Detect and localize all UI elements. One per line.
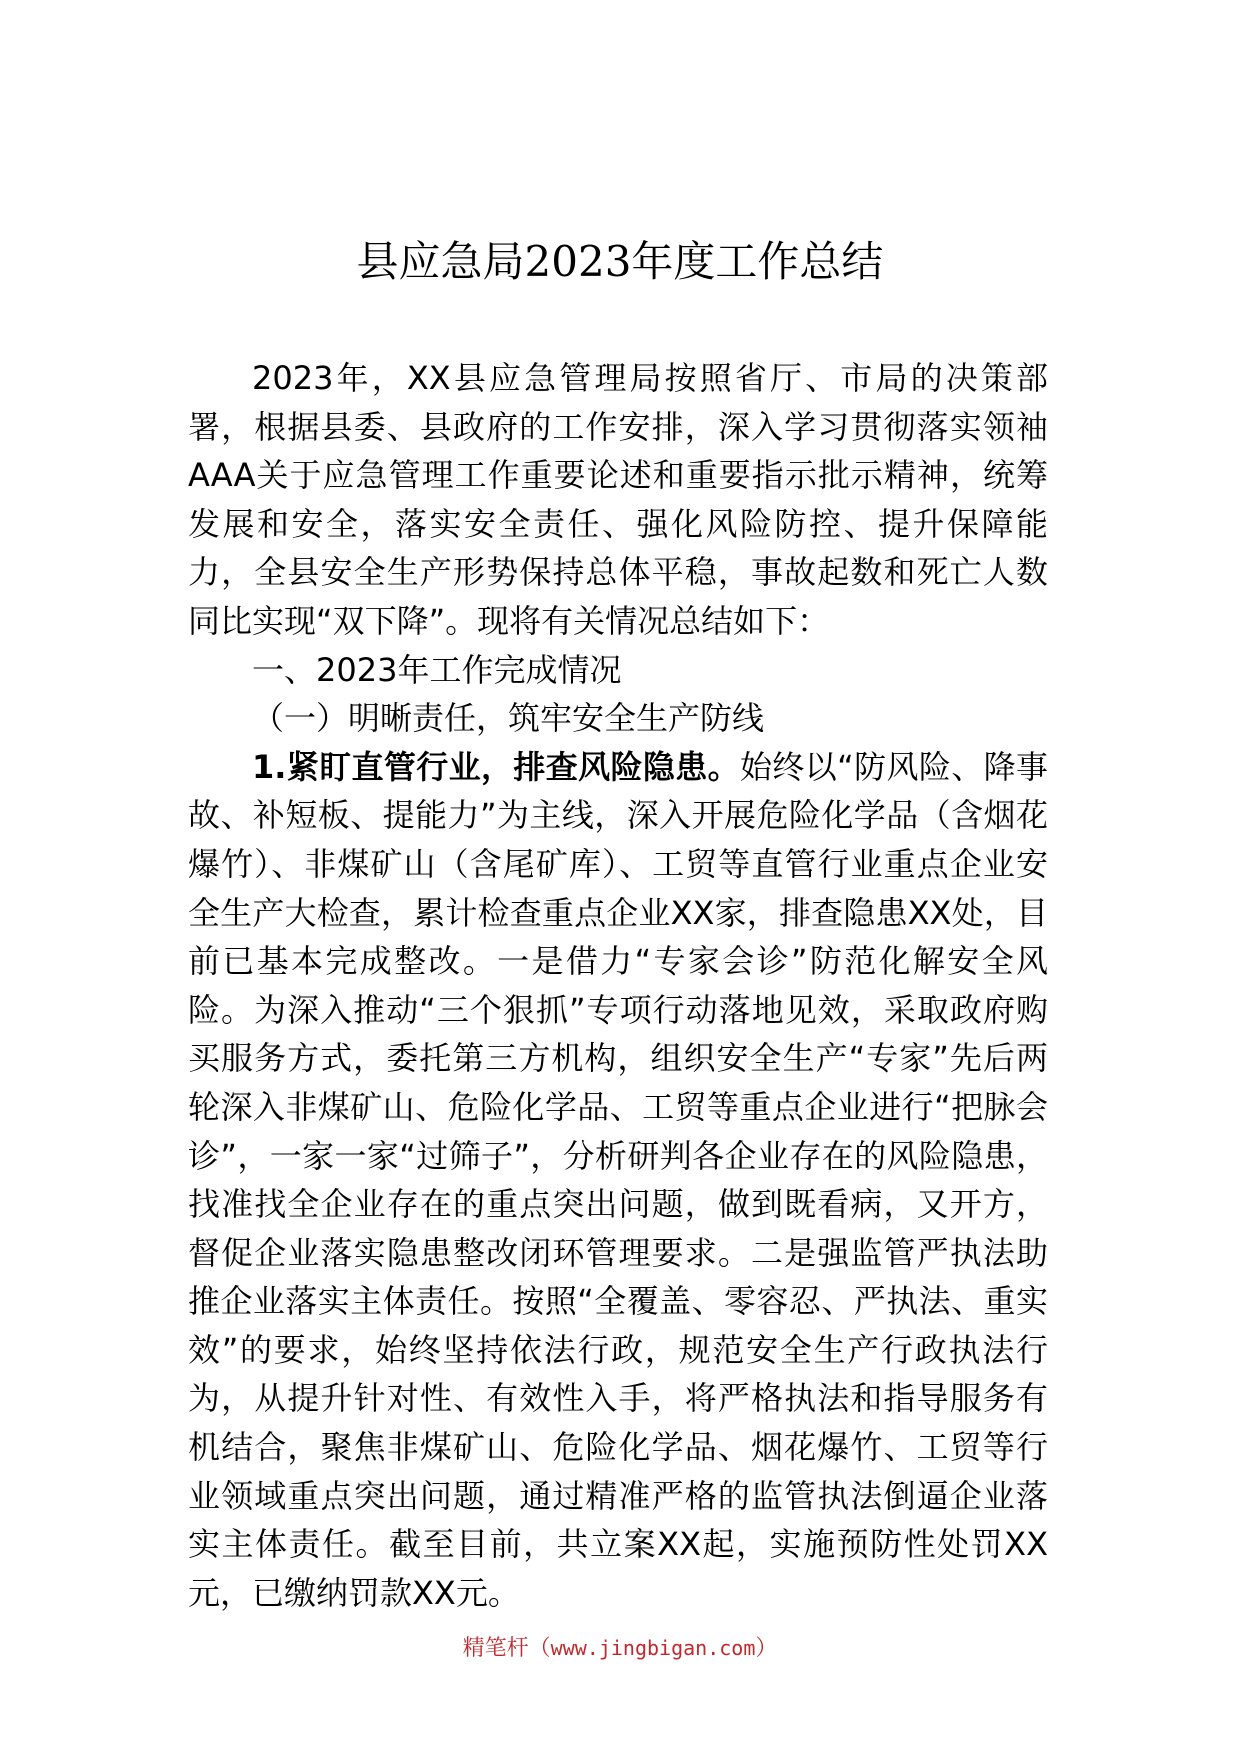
footer-url[interactable]: www.jingbigan.com (550, 1636, 756, 1660)
footer-watermark (0, 1633, 1240, 1664)
item-1-body: 始终以“防风险、降事故、补短板、提能力”为主线，深入开展危险化学品（含烟花爆竹）、非煤矿山（含尾矿库）、工贸等直管行业重点企业安全生产大检查，累计检查重点企业XX家，排查隐患XX处，目前已基本完成整改。一是借力“专家会诊”防范化解安全风险。为深入推动“三个狠抓”专项行动落地见效，采取政府购买服务方式，委托第三方机构，组织安全生产“专家”先后两轮深入非煤矿山、危险化学品、工贸等重点企业进行“把脉会诊”，一家一家“过筛子”，分析研判各企业存在的风险隐患，找准找全企业存在的重点突出问题，做到既看病，又开方，督促企业落实隐患整改闭环管理要求。二是强监管严执法助推企业落实主体责任。按照“全覆盖、零容忍、严执法、重实效”的要求，始终坚持依法行政，规范安全生产行政执法行为，从提升针对性、有效性入手，将严格执法和指导服务有机结合，聚焦非煤矿山、危险化学品、烟花爆竹、工贸等行业领域重点突出问题，通过精准严格的监管执法倒逼企业落实主体责任。截至目前，共立案XX起，实施预防性处罚XX元，已缴纳罚款XX元。 (188, 747, 1048, 1612)
footer-site-name: 精笔杆 (462, 1636, 529, 1661)
document-title: 县应急局2023年度工作总结 (356, 237, 884, 286)
intro-paragraph: 2023年，XX县应急管理局按照省厅、市局的决策部署，根据县委、县政府的工作安排，深入学习贯彻落实领袖AAA关于应急管理工作重要论述和重要指示批示精神，统筹发展和安全，落实安全责任、强化风险防控、提升保障能力，全县安全生产形势保持总体平稳，事故起数和死亡人数同比实现“双下降”。现将有关情况总结如下： (188, 359, 1048, 640)
section-heading-1: 一、2023年工作完成情况 (252, 650, 622, 689)
footer-close-paren: ） (755, 1636, 778, 1661)
footer-open-paren: （ (528, 1636, 551, 1661)
item-1-paragraph (188, 743, 1048, 1618)
item-1-lead: 1.紧盯直管行业，排查风险隐患。 (252, 747, 741, 786)
document-body (188, 354, 1048, 1617)
section-heading-2: （一）明晰责任，筑牢安全生产防线 (252, 699, 765, 738)
